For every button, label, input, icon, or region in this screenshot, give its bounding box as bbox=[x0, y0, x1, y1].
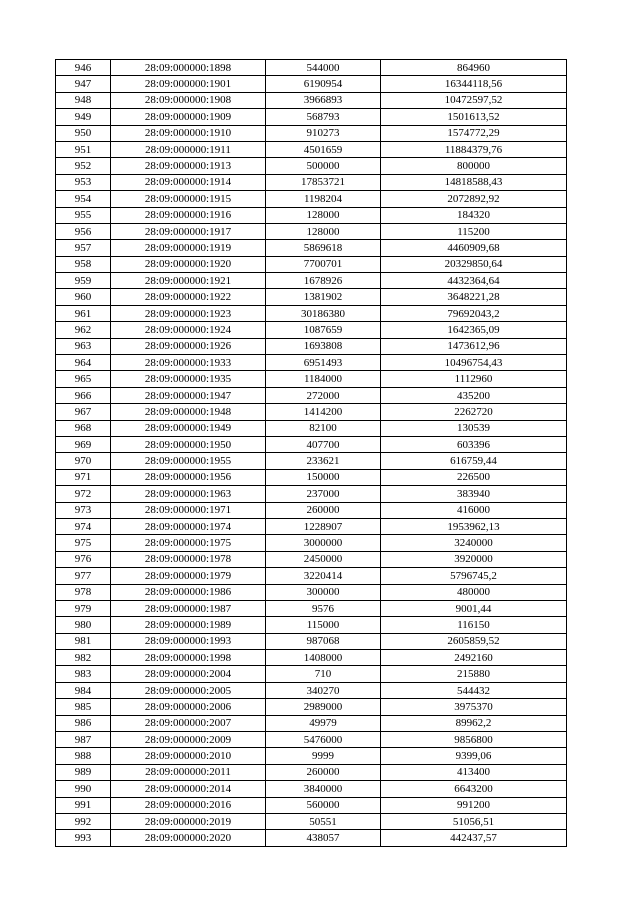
value-cell: 616759,44 bbox=[381, 453, 567, 469]
table-row bbox=[56, 76, 567, 92]
area-cell: 1408000 bbox=[266, 650, 381, 666]
area-cell: 5869618 bbox=[266, 240, 381, 256]
row-number-cell: 967 bbox=[56, 404, 111, 420]
value-cell: 800000 bbox=[381, 158, 567, 174]
table-row bbox=[56, 617, 567, 633]
table-row bbox=[56, 781, 567, 797]
row-number-cell: 953 bbox=[56, 174, 111, 190]
area-cell: 150000 bbox=[266, 469, 381, 485]
table-body bbox=[56, 60, 567, 847]
cadastral-number-cell: 28:09:000000:1971 bbox=[111, 502, 266, 518]
row-number-cell: 963 bbox=[56, 338, 111, 354]
area-cell: 49979 bbox=[266, 715, 381, 731]
area-cell: 407700 bbox=[266, 436, 381, 452]
area-cell: 17853721 bbox=[266, 174, 381, 190]
value-cell: 184320 bbox=[381, 207, 567, 223]
cadastral-number-cell: 28:09:000000:1955 bbox=[111, 453, 266, 469]
area-cell: 6951493 bbox=[266, 355, 381, 371]
row-number-cell: 947 bbox=[56, 76, 111, 92]
value-cell: 3975370 bbox=[381, 699, 567, 715]
area-cell: 237000 bbox=[266, 486, 381, 502]
area-cell: 9999 bbox=[266, 748, 381, 764]
area-cell: 300000 bbox=[266, 584, 381, 600]
table-row bbox=[56, 191, 567, 207]
area-cell: 128000 bbox=[266, 223, 381, 239]
area-cell: 3220414 bbox=[266, 568, 381, 584]
area-cell: 1228907 bbox=[266, 518, 381, 534]
cadastral-number-cell: 28:09:000000:1993 bbox=[111, 633, 266, 649]
cadastral-number-cell: 28:09:000000:1915 bbox=[111, 191, 266, 207]
row-number-cell: 950 bbox=[56, 125, 111, 141]
cadastral-number-cell: 28:09:000000:1921 bbox=[111, 273, 266, 289]
row-number-cell: 986 bbox=[56, 715, 111, 731]
area-cell: 500000 bbox=[266, 158, 381, 174]
value-cell: 9856800 bbox=[381, 732, 567, 748]
cadastral-number-cell: 28:09:000000:1935 bbox=[111, 371, 266, 387]
area-cell: 560000 bbox=[266, 797, 381, 813]
table-row bbox=[56, 666, 567, 682]
area-cell: 4501659 bbox=[266, 141, 381, 157]
table-row bbox=[56, 732, 567, 748]
row-number-cell: 987 bbox=[56, 732, 111, 748]
value-cell: 413400 bbox=[381, 764, 567, 780]
area-cell: 340270 bbox=[266, 682, 381, 698]
table-row bbox=[56, 109, 567, 125]
value-cell: 79692043,2 bbox=[381, 305, 567, 321]
cadastral-number-cell: 28:09:000000:2020 bbox=[111, 830, 266, 846]
area-cell: 5476000 bbox=[266, 732, 381, 748]
area-cell: 1184000 bbox=[266, 371, 381, 387]
value-cell: 383940 bbox=[381, 486, 567, 502]
area-cell: 9576 bbox=[266, 600, 381, 616]
table-row bbox=[56, 650, 567, 666]
row-number-cell: 978 bbox=[56, 584, 111, 600]
cadastral-number-cell: 28:09:000000:1987 bbox=[111, 600, 266, 616]
cadastral-number-cell: 28:09:000000:2019 bbox=[111, 813, 266, 829]
table-row bbox=[56, 404, 567, 420]
cadastral-number-cell: 28:09:000000:2004 bbox=[111, 666, 266, 682]
table-row bbox=[56, 830, 567, 846]
row-number-cell: 993 bbox=[56, 830, 111, 846]
table-row bbox=[56, 256, 567, 272]
area-cell: 1414200 bbox=[266, 404, 381, 420]
area-cell: 115000 bbox=[266, 617, 381, 633]
table-row bbox=[56, 60, 567, 76]
row-number-cell: 981 bbox=[56, 633, 111, 649]
table-row bbox=[56, 699, 567, 715]
value-cell: 51056,51 bbox=[381, 813, 567, 829]
row-number-cell: 949 bbox=[56, 109, 111, 125]
cadastral-number-cell: 28:09:000000:1898 bbox=[111, 60, 266, 76]
area-cell: 50551 bbox=[266, 813, 381, 829]
cadastral-table bbox=[55, 59, 567, 847]
cadastral-number-cell: 28:09:000000:1986 bbox=[111, 584, 266, 600]
area-cell: 272000 bbox=[266, 387, 381, 403]
value-cell: 544432 bbox=[381, 682, 567, 698]
cadastral-number-cell: 28:09:000000:1947 bbox=[111, 387, 266, 403]
table-row bbox=[56, 322, 567, 338]
row-number-cell: 962 bbox=[56, 322, 111, 338]
table-row bbox=[56, 518, 567, 534]
table-row bbox=[56, 436, 567, 452]
value-cell: 3240000 bbox=[381, 535, 567, 551]
table-row bbox=[56, 469, 567, 485]
cadastral-number-cell: 28:09:000000:2016 bbox=[111, 797, 266, 813]
table-row bbox=[56, 600, 567, 616]
area-cell: 1198204 bbox=[266, 191, 381, 207]
value-cell: 10496754,43 bbox=[381, 355, 567, 371]
value-cell: 864960 bbox=[381, 60, 567, 76]
cadastral-number-cell: 28:09:000000:1924 bbox=[111, 322, 266, 338]
area-cell: 1678926 bbox=[266, 273, 381, 289]
row-number-cell: 990 bbox=[56, 781, 111, 797]
area-cell: 2450000 bbox=[266, 551, 381, 567]
table-row bbox=[56, 223, 567, 239]
row-number-cell: 982 bbox=[56, 650, 111, 666]
cadastral-number-cell: 28:09:000000:1910 bbox=[111, 125, 266, 141]
cadastral-number-cell: 28:09:000000:1989 bbox=[111, 617, 266, 633]
value-cell: 1574772,29 bbox=[381, 125, 567, 141]
row-number-cell: 992 bbox=[56, 813, 111, 829]
area-cell: 710 bbox=[266, 666, 381, 682]
area-cell: 1381902 bbox=[266, 289, 381, 305]
cadastral-number-cell: 28:09:000000:1950 bbox=[111, 436, 266, 452]
value-cell: 1112960 bbox=[381, 371, 567, 387]
area-cell: 6190954 bbox=[266, 76, 381, 92]
area-cell: 233621 bbox=[266, 453, 381, 469]
value-cell: 4432364,64 bbox=[381, 273, 567, 289]
cadastral-number-cell: 28:09:000000:1956 bbox=[111, 469, 266, 485]
cadastral-number-cell: 28:09:000000:1911 bbox=[111, 141, 266, 157]
table-row bbox=[56, 551, 567, 567]
cadastral-number-cell: 28:09:000000:2006 bbox=[111, 699, 266, 715]
value-cell: 226500 bbox=[381, 469, 567, 485]
cadastral-number-cell: 28:09:000000:1922 bbox=[111, 289, 266, 305]
table-row bbox=[56, 715, 567, 731]
cadastral-number-cell: 28:09:000000:1975 bbox=[111, 535, 266, 551]
row-number-cell: 951 bbox=[56, 141, 111, 157]
table-row bbox=[56, 355, 567, 371]
value-cell: 9001,44 bbox=[381, 600, 567, 616]
cadastral-number-cell: 28:09:000000:2005 bbox=[111, 682, 266, 698]
row-number-cell: 977 bbox=[56, 568, 111, 584]
row-number-cell: 970 bbox=[56, 453, 111, 469]
area-cell: 260000 bbox=[266, 502, 381, 518]
cadastral-number-cell: 28:09:000000:1926 bbox=[111, 338, 266, 354]
cadastral-number-cell: 28:09:000000:1917 bbox=[111, 223, 266, 239]
row-number-cell: 991 bbox=[56, 797, 111, 813]
value-cell: 435200 bbox=[381, 387, 567, 403]
row-number-cell: 958 bbox=[56, 256, 111, 272]
row-number-cell: 960 bbox=[56, 289, 111, 305]
table-row bbox=[56, 682, 567, 698]
table-row bbox=[56, 486, 567, 502]
table-row bbox=[56, 568, 567, 584]
row-number-cell: 948 bbox=[56, 92, 111, 108]
row-number-cell: 976 bbox=[56, 551, 111, 567]
value-cell: 3920000 bbox=[381, 551, 567, 567]
area-cell: 910273 bbox=[266, 125, 381, 141]
value-cell: 2492160 bbox=[381, 650, 567, 666]
cadastral-number-cell: 28:09:000000:1913 bbox=[111, 158, 266, 174]
cadastral-number-cell: 28:09:000000:1933 bbox=[111, 355, 266, 371]
value-cell: 6643200 bbox=[381, 781, 567, 797]
area-cell: 260000 bbox=[266, 764, 381, 780]
table-row bbox=[56, 305, 567, 321]
value-cell: 11884379,76 bbox=[381, 141, 567, 157]
row-number-cell: 961 bbox=[56, 305, 111, 321]
value-cell: 416000 bbox=[381, 502, 567, 518]
area-cell: 568793 bbox=[266, 109, 381, 125]
cadastral-number-cell: 28:09:000000:1920 bbox=[111, 256, 266, 272]
table-row bbox=[56, 371, 567, 387]
value-cell: 442437,57 bbox=[381, 830, 567, 846]
value-cell: 1473612,96 bbox=[381, 338, 567, 354]
area-cell: 1087659 bbox=[266, 322, 381, 338]
value-cell: 1642365,09 bbox=[381, 322, 567, 338]
cadastral-number-cell: 28:09:000000:1908 bbox=[111, 92, 266, 108]
value-cell: 4460909,68 bbox=[381, 240, 567, 256]
area-cell: 987068 bbox=[266, 633, 381, 649]
cadastral-number-cell: 28:09:000000:1979 bbox=[111, 568, 266, 584]
row-number-cell: 946 bbox=[56, 60, 111, 76]
row-number-cell: 972 bbox=[56, 486, 111, 502]
cadastral-number-cell: 28:09:000000:1914 bbox=[111, 174, 266, 190]
table-row bbox=[56, 273, 567, 289]
cadastral-number-cell: 28:09:000000:1923 bbox=[111, 305, 266, 321]
table-row bbox=[56, 289, 567, 305]
cadastral-number-cell: 28:09:000000:1948 bbox=[111, 404, 266, 420]
table-row bbox=[56, 387, 567, 403]
row-number-cell: 956 bbox=[56, 223, 111, 239]
cadastral-number-cell: 28:09:000000:1909 bbox=[111, 109, 266, 125]
table-row bbox=[56, 453, 567, 469]
area-cell: 3840000 bbox=[266, 781, 381, 797]
area-cell: 1693808 bbox=[266, 338, 381, 354]
cadastral-number-cell: 28:09:000000:2007 bbox=[111, 715, 266, 731]
cadastral-number-cell: 28:09:000000:1963 bbox=[111, 486, 266, 502]
row-number-cell: 964 bbox=[56, 355, 111, 371]
area-cell: 128000 bbox=[266, 207, 381, 223]
row-number-cell: 966 bbox=[56, 387, 111, 403]
row-number-cell: 959 bbox=[56, 273, 111, 289]
value-cell: 10472597,52 bbox=[381, 92, 567, 108]
table-row bbox=[56, 240, 567, 256]
value-cell: 2072892,92 bbox=[381, 191, 567, 207]
row-number-cell: 974 bbox=[56, 518, 111, 534]
value-cell: 14818588,43 bbox=[381, 174, 567, 190]
value-cell: 215880 bbox=[381, 666, 567, 682]
table-row bbox=[56, 338, 567, 354]
value-cell: 116150 bbox=[381, 617, 567, 633]
table-row bbox=[56, 158, 567, 174]
row-number-cell: 971 bbox=[56, 469, 111, 485]
cadastral-number-cell: 28:09:000000:1916 bbox=[111, 207, 266, 223]
cadastral-number-cell: 28:09:000000:2009 bbox=[111, 732, 266, 748]
row-number-cell: 975 bbox=[56, 535, 111, 551]
area-cell: 7700701 bbox=[266, 256, 381, 272]
value-cell: 991200 bbox=[381, 797, 567, 813]
value-cell: 89962,2 bbox=[381, 715, 567, 731]
value-cell: 603396 bbox=[381, 436, 567, 452]
row-number-cell: 954 bbox=[56, 191, 111, 207]
row-number-cell: 952 bbox=[56, 158, 111, 174]
table-row bbox=[56, 584, 567, 600]
table-row bbox=[56, 797, 567, 813]
row-number-cell: 957 bbox=[56, 240, 111, 256]
area-cell: 3000000 bbox=[266, 535, 381, 551]
area-cell: 544000 bbox=[266, 60, 381, 76]
value-cell: 5796745,2 bbox=[381, 568, 567, 584]
row-number-cell: 965 bbox=[56, 371, 111, 387]
table-row bbox=[56, 92, 567, 108]
value-cell: 130539 bbox=[381, 420, 567, 436]
area-cell: 2989000 bbox=[266, 699, 381, 715]
cadastral-number-cell: 28:09:000000:2014 bbox=[111, 781, 266, 797]
area-cell: 3966893 bbox=[266, 92, 381, 108]
table-row bbox=[56, 125, 567, 141]
table-row bbox=[56, 535, 567, 551]
value-cell: 16344118,56 bbox=[381, 76, 567, 92]
value-cell: 1953962,13 bbox=[381, 518, 567, 534]
row-number-cell: 985 bbox=[56, 699, 111, 715]
row-number-cell: 980 bbox=[56, 617, 111, 633]
value-cell: 2262720 bbox=[381, 404, 567, 420]
table-row bbox=[56, 207, 567, 223]
area-cell: 438057 bbox=[266, 830, 381, 846]
row-number-cell: 988 bbox=[56, 748, 111, 764]
value-cell: 480000 bbox=[381, 584, 567, 600]
cadastral-number-cell: 28:09:000000:1974 bbox=[111, 518, 266, 534]
table-row bbox=[56, 633, 567, 649]
row-number-cell: 984 bbox=[56, 682, 111, 698]
area-cell: 82100 bbox=[266, 420, 381, 436]
row-number-cell: 973 bbox=[56, 502, 111, 518]
table-row bbox=[56, 420, 567, 436]
cadastral-number-cell: 28:09:000000:2010 bbox=[111, 748, 266, 764]
cadastral-number-cell: 28:09:000000:2011 bbox=[111, 764, 266, 780]
value-cell: 20329850,64 bbox=[381, 256, 567, 272]
row-number-cell: 979 bbox=[56, 600, 111, 616]
row-number-cell: 989 bbox=[56, 764, 111, 780]
table-row bbox=[56, 764, 567, 780]
value-cell: 115200 bbox=[381, 223, 567, 239]
table-row bbox=[56, 748, 567, 764]
cadastral-number-cell: 28:09:000000:1919 bbox=[111, 240, 266, 256]
table-row bbox=[56, 141, 567, 157]
row-number-cell: 955 bbox=[56, 207, 111, 223]
cadastral-number-cell: 28:09:000000:1901 bbox=[111, 76, 266, 92]
table-row bbox=[56, 174, 567, 190]
value-cell: 1501613,52 bbox=[381, 109, 567, 125]
row-number-cell: 968 bbox=[56, 420, 111, 436]
cadastral-number-cell: 28:09:000000:1998 bbox=[111, 650, 266, 666]
value-cell: 3648221,28 bbox=[381, 289, 567, 305]
value-cell: 2605859,52 bbox=[381, 633, 567, 649]
cadastral-number-cell: 28:09:000000:1978 bbox=[111, 551, 266, 567]
row-number-cell: 969 bbox=[56, 436, 111, 452]
value-cell: 9399,06 bbox=[381, 748, 567, 764]
table-row bbox=[56, 813, 567, 829]
cadastral-number-cell: 28:09:000000:1949 bbox=[111, 420, 266, 436]
row-number-cell: 983 bbox=[56, 666, 111, 682]
table-row bbox=[56, 502, 567, 518]
area-cell: 30186380 bbox=[266, 305, 381, 321]
